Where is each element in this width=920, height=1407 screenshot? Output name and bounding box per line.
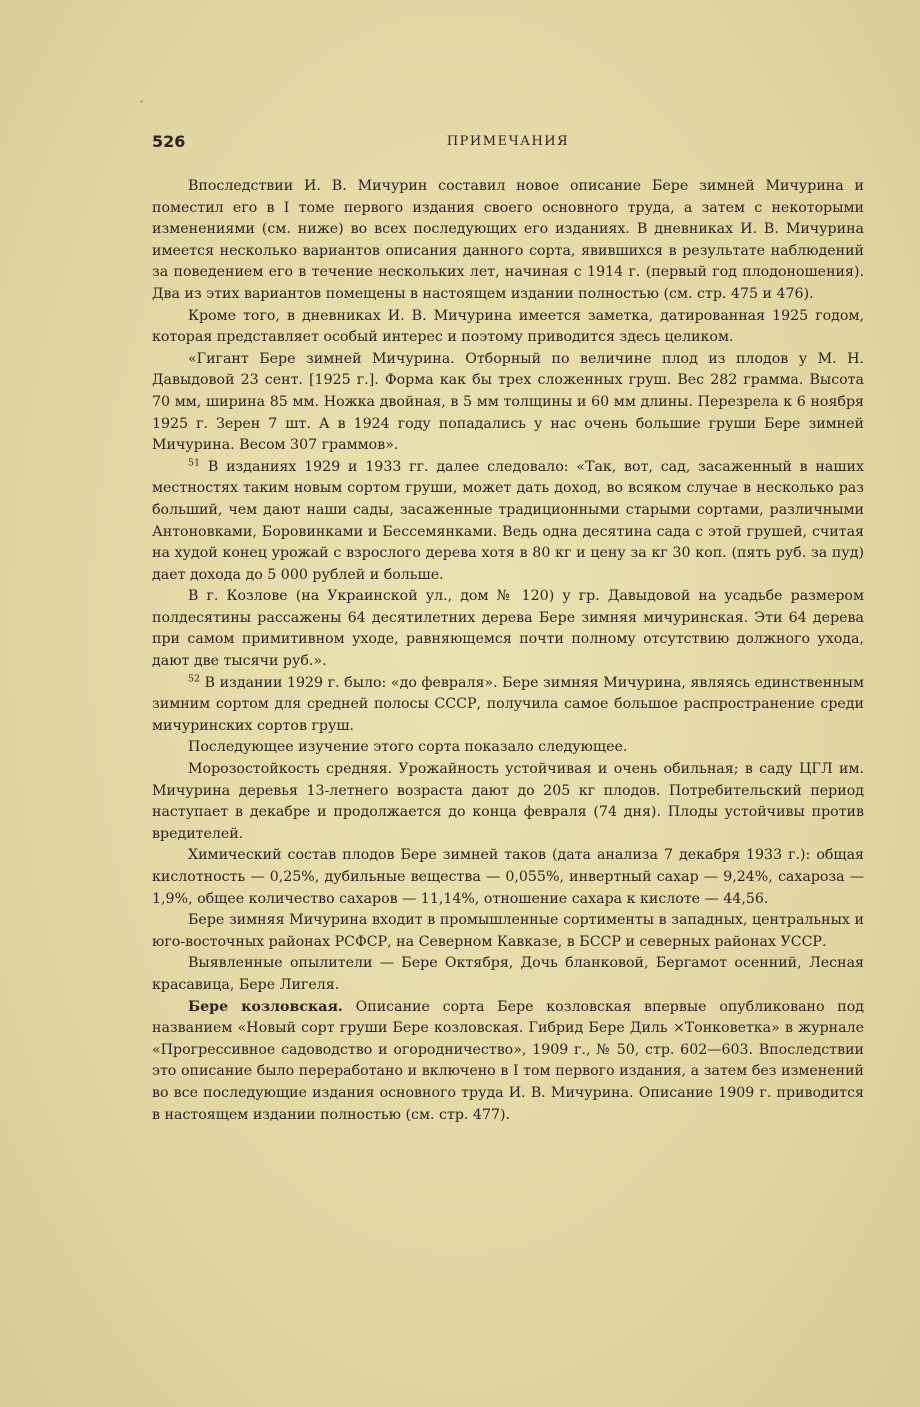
- page-number: 526: [152, 132, 186, 151]
- paper-speck: [140, 100, 143, 103]
- paragraph: В г. Козлове (на Украинской ул., дом № 120) у гр. Давыдовой на усадьбе размером полдесятины рассажены 64 десятилетних дерева Бере зимняя мичуринская. Эти 64 дерева при самом примитивном уходе, равняющемся почти полному отсутствию должного ухода, дают две тысячи руб.».: [152, 588, 864, 670]
- paragraph: Кроме того, в дневниках И. В. Мичурина имеется заметка, датированная 1925 годом, которая представляет особый интерес и поэтому приводится здесь целиком.: [152, 307, 864, 346]
- page-header: [152, 132, 864, 156]
- paragraph: Впоследствии И. В. Мичурин составил новое описание Бере зимней Мичурина и поместил его в I томе первого издания своего основного труда, а затем с некоторыми изменениями (см. ниже) во всех последующих его изданиях. В дневниках И. В. Мичурина имеется несколько вариантов описания данного сорта, явившихся в результате наблюдений за поведением его в течение нескольких лет, начиная с 1914 г. (первый год плодоношения). Два из этих вариантов помещены в настоящем издании полностью (см. стр. 475 и 476).: [152, 178, 864, 302]
- variety-term: Бере козловская.: [188, 998, 343, 1015]
- footnote-paragraph: $^{51}$ В изданиях 1929 и 1933 гг. далее следовало: «Так, вот, сад, засаженный в наших местностях таким новым сортом груши, может дать доход, во всяком случае в несколько раз больший, чем дают наши сады, засаженные традиционными старыми сортами, различными Антоновками, Боровинками и Бессемянками. Ведь одна десятина сада с этой грушей, считая на худой конец урожай с взрослого дерева хотя в 80 кг и цену за кг 30 коп. (пять руб. за пуд) дает дохода до 5 000 рублей и больше.: [152, 456, 864, 583]
- paragraph: Морозостойкость средняя. Урожайность устойчивая и очень обильная; в саду ЦГЛ им. Мичурина деревья 13-летнего возраста дают до 205 кг плодов. Потребительский период наступает в декабре и продолжается до конца февраля (74 дня). Плоды устойчивы против вредителей.: [152, 761, 864, 842]
- body-text: [152, 176, 864, 1126]
- paragraph: «Гигант Бере зимней Мичурина. Отборный по величине плод из плодов у М. Н. Давыдовой 23 сент. [1925 г.]. Форма как бы трех сложенных груш. Вес 282 грамма. Высота 70 мм, ширина 85 мм. Ножка двойная, в 5 мм толщины и 60 мм длины. Перезрела к 6 ноября 1925 г. Зерен 7 шт. А в 1924 году попадались у нас очень большие груши Бере зимней Мичурина. Весом 307 граммов».: [152, 350, 864, 454]
- paragraph: Последующее изучение этого сорта показало следующее.: [188, 739, 628, 756]
- paragraph: Выявленные опылители — Бере Октября, Дочь бланковой, Бергамот осенний, Лесная красавица, Бере Лигеля.: [152, 955, 864, 993]
- running-head: ПРИМЕЧАНИЯ: [446, 134, 570, 149]
- paragraph: Бере зимняя Мичурина входит в промышленные сортименты в западных, центральных и юго-восточных районах РСФСР, на Северном Кавказе, в БССР и северных районах УССР.: [152, 912, 864, 950]
- footnote-paragraph: $^{52}$ В издании 1929 г. было: «до февраля». Бере зимняя Мичурина, являясь единственным зимним сортом для средней полосы СССР, получила самое большое распространение среди мичуринских сортов груш.: [152, 672, 864, 734]
- paragraph: Химический состав плодов Бере зимней таков (дата анализа 7 декабря 1933 г.): общая кислотность — 0,25%, дубильные вещества — 0,055%, инвертный сахар — 9,24%, сахароза — 1,9%, общее количество сахаров — 11,14%, отношение сахара к кислоте — 44,56.: [152, 847, 864, 907]
- paragraph: Бере козловская. Описание сорта Бере козловская впервые опубликовано под названием «Новый сорт груши Бере козловская. Гибрид Бере Диль ×Тонковетка» в журнале «Прогрессивное садоводство и огородничество», 1909 г., № 50, стр. 602—603. Впоследствии это описание было переработано и включено в I том первого издания, а затем без изменений во все последующие издания основного труда И. В. Мичурина. Описание 1909 г. приводится в настоящем издании полностью (см. стр. 477).: [152, 998, 865, 1123]
- footnote-number: 51: [188, 456, 201, 468]
- footnote-number: 52: [188, 672, 201, 684]
